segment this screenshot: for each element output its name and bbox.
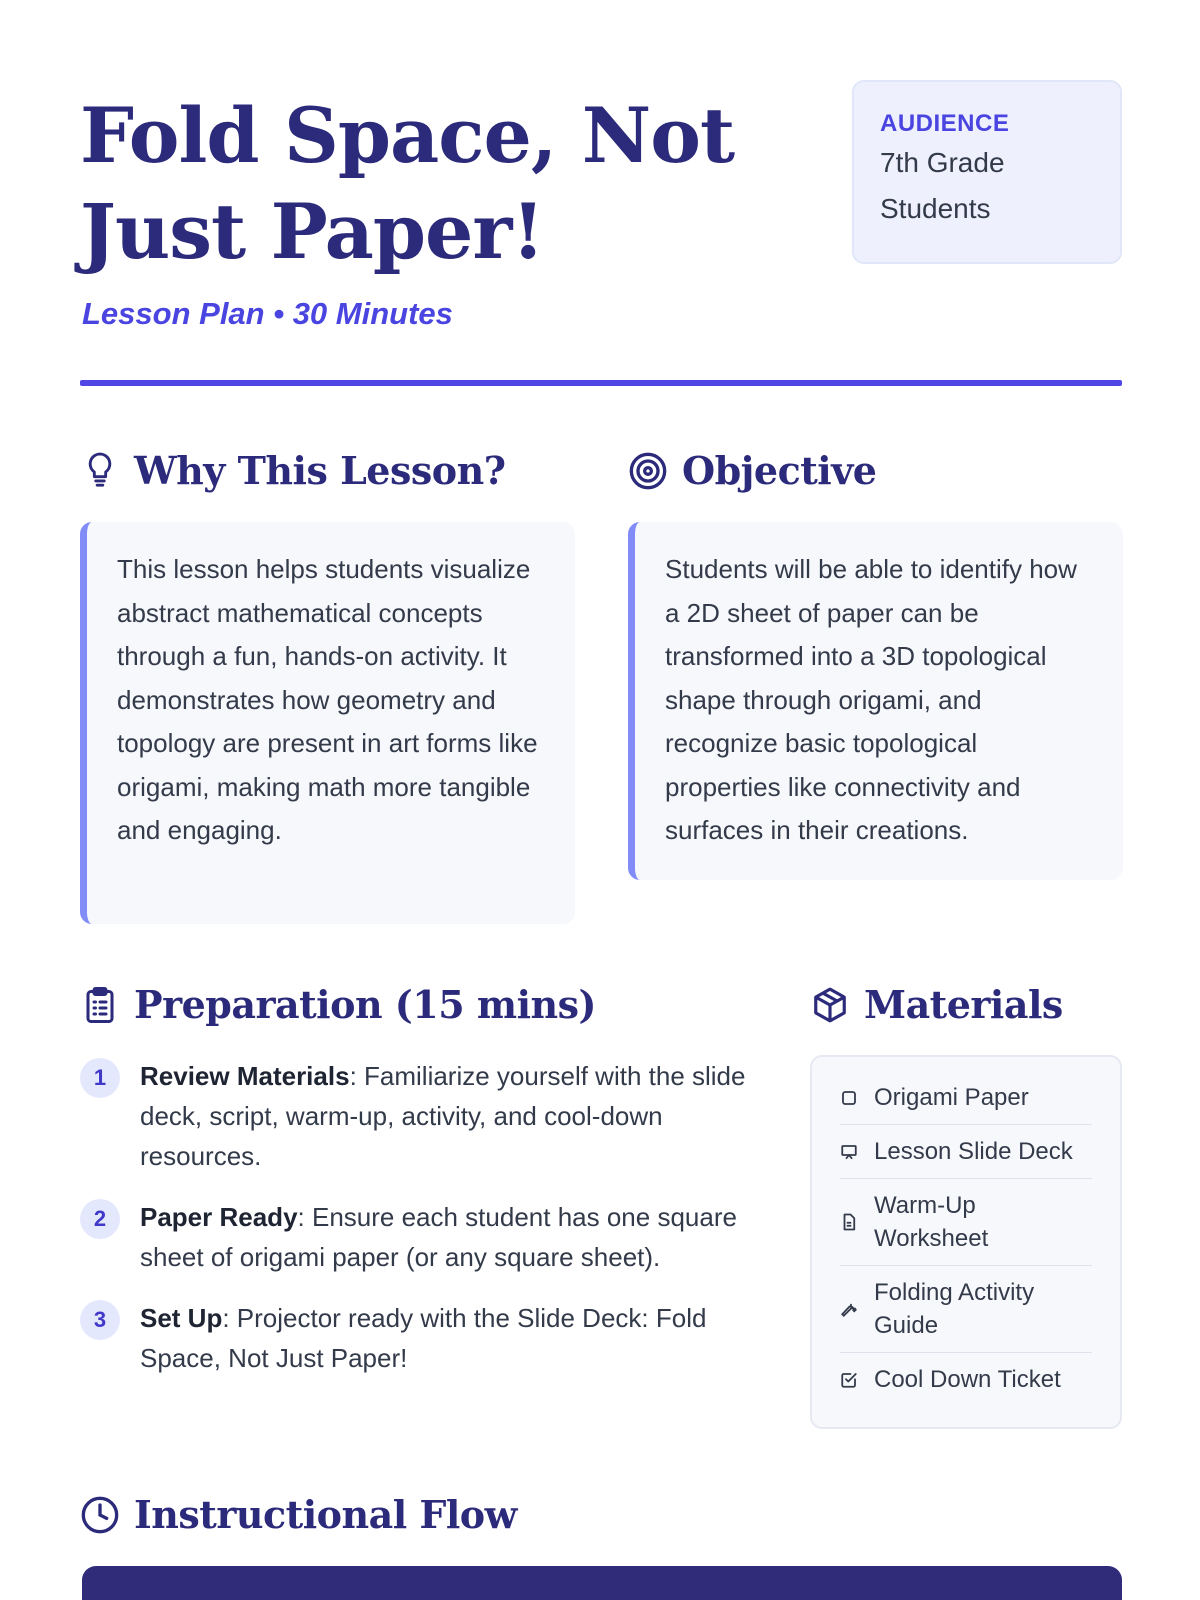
list-item: [80, 1056, 770, 1176]
flow-title: Instructional Flow: [134, 1492, 517, 1537]
list-item: [840, 1125, 1092, 1179]
objective-body: Students will be able to identify how a 2D sheet of paper can be transformed into a 3D topological shape through origami, and recognize basic topological properties like connectivity and surfaces in their creations.: [665, 554, 1077, 845]
material-label: Folding Activity Guide: [874, 1279, 1035, 1339]
list-item: [80, 1197, 770, 1277]
preparation-steps: [80, 1056, 770, 1399]
preparation-title: Preparation (15 mins): [134, 982, 597, 1027]
page-title: Fold Space, Not Just Paper!: [80, 91, 735, 276]
lesson-subtitle: Lesson Plan • 30 Minutes: [82, 296, 453, 331]
materials-title: Materials: [864, 982, 1063, 1027]
list-item: [80, 1298, 770, 1378]
list-item: [840, 1353, 1092, 1406]
objective-heading: [628, 448, 876, 493]
document-icon: [840, 1213, 874, 1231]
checkbox-icon: [840, 1371, 874, 1389]
material-label: Cool Down Ticket: [874, 1366, 1061, 1393]
step-text: : Projector ready with the Slide Deck: Fold Space, Not Just Paper!: [140, 1303, 707, 1373]
step-text: : Familiarize yourself with the slide deck, script, warm-up, activity, and cool-down resources.: [140, 1061, 746, 1171]
materials-card: [810, 1055, 1122, 1429]
why-callout: [80, 522, 575, 924]
why-title: Why This Lesson?: [134, 448, 506, 493]
preparation-heading: [80, 982, 596, 1027]
step-title: Paper Ready: [140, 1202, 298, 1232]
square-icon: [840, 1089, 874, 1107]
clock-icon: [80, 1495, 120, 1535]
objective-title: Objective: [682, 448, 877, 493]
package-icon: [810, 985, 850, 1025]
why-heading: [80, 448, 506, 493]
audience-label: AUDIENCE: [880, 110, 1010, 137]
flow-heading: [80, 1492, 517, 1537]
step-text: : Ensure each student has one square sheet of origami paper (or any square sheet).: [140, 1202, 737, 1272]
why-body: This lesson helps students visualize abstract mathematical concepts through a fun, hands-on activity. It demonstrates how geometry and topology are present in art forms like origami, making math more tangible and engaging.: [117, 554, 538, 845]
presentation-icon: [840, 1143, 874, 1161]
target-icon: [628, 451, 668, 491]
wrench-icon: [840, 1300, 874, 1318]
audience-card: [852, 80, 1122, 264]
lightbulb-icon: [80, 451, 120, 491]
step-title: Set Up: [140, 1303, 223, 1333]
step-number: 1: [80, 1058, 120, 1098]
step-number: 3: [80, 1300, 120, 1340]
list-item: [840, 1266, 1092, 1353]
material-label: Lesson Slide Deck: [874, 1138, 1073, 1165]
audience-value: 7th Grade Students: [880, 147, 1005, 224]
flow-table-header: [82, 1566, 1122, 1600]
material-label: Warm-Up Worksheet: [874, 1192, 989, 1252]
step-number: 2: [80, 1199, 120, 1239]
step-title: Review Materials: [140, 1061, 350, 1091]
materials-heading: [810, 982, 1063, 1027]
objective-callout: [628, 522, 1123, 880]
clipboard-icon: [80, 985, 120, 1025]
list-item: [840, 1071, 1092, 1125]
material-label: Origami Paper: [874, 1084, 1029, 1111]
header-divider: [80, 380, 1122, 386]
list-item: [840, 1179, 1092, 1266]
